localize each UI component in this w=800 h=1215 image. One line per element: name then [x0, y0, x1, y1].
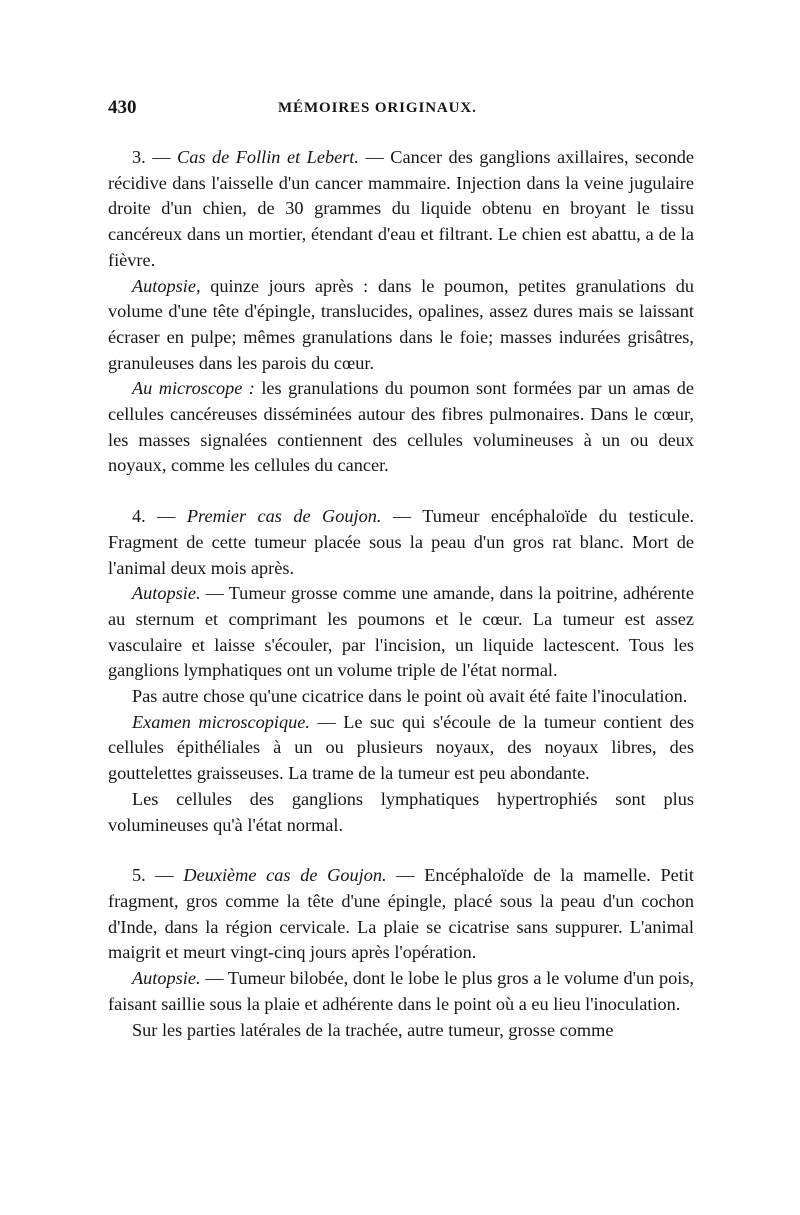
case-4-ganglion-paragraph — [108, 787, 694, 838]
case-4-heading-paragraph — [108, 504, 694, 581]
case-title: Premier cas de Goujon. — [186, 506, 382, 527]
case-3-heading-paragraph — [108, 145, 694, 274]
paragraph-text: Pas autre chose qu'une cicatrice dans le point où avait été faite l'inoculation. — [132, 686, 688, 707]
case-5-heading-paragraph — [108, 863, 694, 966]
paragraph-text: — Tumeur bilobée, dont le lobe le plus gros a le volume d'un pois, faisant saillie sous la plaie et adhérente dans le point où a eu lieu l'inoculation. — [108, 968, 694, 1014]
paragraph-label: Autopsie, — [132, 275, 201, 296]
case-5-trachea-paragraph — [108, 1018, 694, 1044]
paragraph-label: Autopsie. — [132, 968, 201, 989]
case-number: 4. — [132, 506, 146, 527]
case-4-microscopic-exam-paragraph — [108, 710, 694, 787]
paragraph-text: quinze jours après : dans le poumon, petites granulations du volume d'une tête d'épingle, translucides, opalines, assez dures mais se laissant écraser en pulpe; mêmes granulations dans le foie; masses indurées grisâtres, granuleuses dans les parois du cœur. — [108, 275, 694, 373]
case-title: Deuxième cas de Goujon. — [183, 865, 387, 886]
case-3-microscope-paragraph — [108, 376, 694, 479]
paragraph-label: Autopsie. — [132, 583, 201, 604]
case-4-inoculation-paragraph — [108, 684, 694, 710]
paragraph-label: Au microscope : — [132, 378, 255, 399]
case-separator: — — [145, 147, 178, 167]
paragraph-text: — Le suc qui s'écoule de la tumeur contient des cellules épithéliales à un ou plusieurs noyaux, des noyaux libres, des gouttelettes graisseuses. La trame de la tumeur est peu abondante. — [108, 711, 695, 784]
paragraph-text: Les cellules des ganglions lymphatiques hypertrophiés sont plus volumineuses qu'à l'état normal. — [108, 788, 694, 835]
paragraph-text: Sur les parties latérales de la trachée, autre tumeur, grosse comme — [132, 1019, 614, 1040]
paragraph-text: les granulations du poumon sont formées par un amas de cellules cancéreuses disséminées autour des fibres pulmonaires. Dans le cœur, les masses signalées contiennent des cellules volumineuses à un ou deux noyaux, comme les cellules du cancer. — [108, 378, 694, 476]
case-separator: — — [145, 865, 184, 886]
case-number: 3. — [132, 147, 146, 167]
page-body — [108, 145, 694, 1043]
case-description: — Tumeur encéphaloïde du testicule. Fragment de cette tumeur placée sous la peau d'un gros rat blanc. Mort de l'animal deux mois après. — [108, 506, 694, 578]
case-title: Cas de Follin et Lebert. — [177, 147, 359, 167]
paragraph-label: Examen microscopique. — [132, 711, 310, 732]
case-5-autopsy-paragraph — [108, 966, 694, 1017]
case-separator: — — [145, 506, 187, 527]
case-description: — Cancer des ganglions axillaires, seconde récidive dans l'aisselle d'un cancer mammaire. Injection dans la veine jugulaire droite d'un chien, de 30 grammes du liquide obtenu en broyant le tissu cancéreux dans un mortier, étendant d'eau et filtrant. Le chien est abattu, a de la fièvre. — [108, 147, 694, 270]
case-4-autopsy-paragraph — [108, 581, 694, 684]
paragraph-text: — Tumeur grosse comme une amande, dans la poitrine, adhérente au sternum et comprimant les poumons et le cœur. La tumeur est assez vasculaire et laisse s'écouler, par l'incision, un liquide lactescent. Tous les ganglions lymphatiques ont un volume triple de l'état normal. — [108, 583, 694, 681]
page-number: 430 — [108, 97, 137, 118]
case-number: 5. — [132, 865, 146, 886]
page-header — [108, 97, 694, 127]
case-description: — Encéphaloïde de la mamelle. Petit fragment, gros comme la tête d'une épingle, placé sous la peau d'un cochon d'Inde, dans la région cervicale. La plaie se cicatrise sans suppurer. L'animal maigrit et meurt vingt-cinq jours après l'opération. — [108, 865, 694, 963]
running-title: MÉMOIRES ORIGINAUX. — [278, 100, 477, 116]
case-3-autopsy-paragraph — [108, 274, 694, 377]
